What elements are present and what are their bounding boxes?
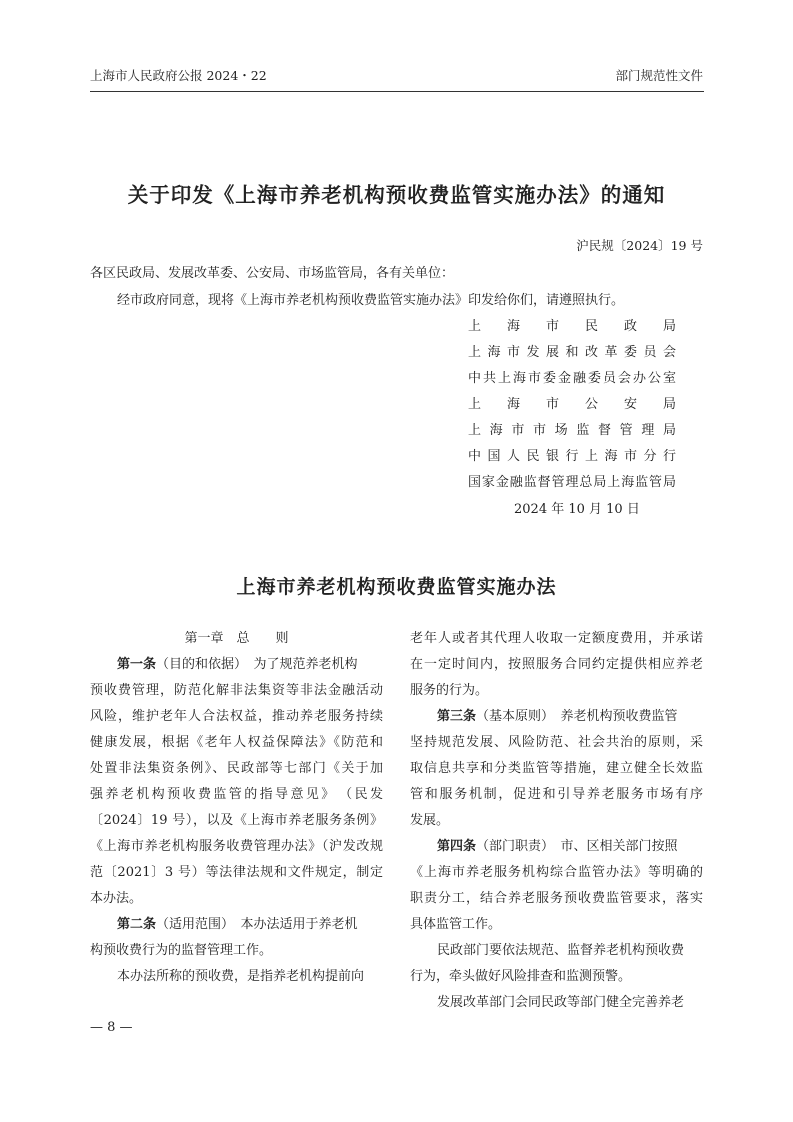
text-line — [410, 938, 703, 964]
text-line — [90, 964, 383, 990]
signatory: 中共上海市委金融委员会办公室 — [468, 371, 676, 386]
text-line — [90, 730, 383, 756]
text-line — [410, 886, 703, 912]
line-text: 预收费管理，防范化解非法集资等非法金融活动 — [90, 683, 383, 698]
page-number: — 8 — — [90, 1020, 133, 1035]
text-line — [410, 964, 703, 990]
article-heading-line — [90, 652, 383, 678]
line-text: 第一章 总 则 — [184, 631, 289, 646]
line-text: 构预收费行为的监督管理工作。 — [90, 943, 273, 958]
text-line — [410, 912, 703, 938]
signatory: 上海市发展和改革委员会 — [468, 345, 676, 360]
text-line — [410, 860, 703, 886]
text-line — [410, 652, 703, 678]
article-number: 第三条 — [437, 709, 477, 724]
line-text: 民政部门要依法规范、监督养老机构预收费 — [437, 943, 685, 958]
right-column — [410, 626, 703, 1016]
header-section: 部门规范性文件 — [615, 68, 703, 83]
text-line — [90, 808, 383, 834]
notice-title: 关于印发《上海市养老机构预收费监管实施办法》的通知 — [127, 183, 666, 207]
line-text: （部门职责） 市、区相关部门按照 — [476, 839, 678, 854]
article-number: 第一条 — [117, 657, 157, 672]
line-text: 健康发展，根据《老年人权益保障法》《防范和 — [90, 735, 383, 750]
text-line — [90, 782, 383, 808]
signatory: 上海市公安局 — [468, 397, 676, 412]
document-number: 沪民规〔2024〕19 号 — [576, 238, 703, 253]
text-line — [410, 990, 703, 1016]
line-text: （目的和依据） 为了规范养老机构 — [156, 657, 358, 672]
text-line — [410, 756, 703, 782]
text-line — [410, 626, 703, 652]
line-text: （适用范围） 本办法适用于养老机 — [156, 917, 358, 932]
text-line — [90, 626, 383, 652]
line-text: 发展改革部门会同民政等部门健全完善养老 — [437, 995, 685, 1010]
article-heading-line — [410, 834, 703, 860]
article-number: 第四条 — [437, 839, 477, 854]
text-line — [410, 782, 703, 808]
text-line — [410, 808, 703, 834]
text-line — [90, 834, 383, 860]
line-text: （基本原则） 养老机构预收费监管 — [476, 709, 678, 724]
signatory: 上海市市场监督管理局 — [468, 423, 676, 438]
line-text: 管和服务机制，促进和引导养老服务市场有序 — [410, 787, 703, 802]
line-text: 行为，牵头做好风险排查和监测预警。 — [410, 969, 632, 984]
signatory: 国家金融监督管理总局上海监管局 — [468, 475, 676, 490]
article-number: 第二条 — [117, 917, 157, 932]
signatory: 上海市民政局 — [468, 319, 676, 334]
line-text: 取信息共享和分类监管等措施，建立健全长效监 — [410, 761, 703, 776]
line-text: 本办法。 — [90, 891, 143, 906]
text-line — [90, 756, 383, 782]
line-text: 坚持规范发展、风险防范、社会共治的原则，采 — [410, 735, 703, 750]
measures-title: 上海市养老机构预收费监管实施办法 — [236, 576, 557, 598]
line-text: 在一定时间内，按照服务合同约定提供相应养老 — [410, 657, 703, 672]
text-line — [90, 938, 383, 964]
text-line — [90, 886, 383, 912]
line-text: 处置非法集资条例》、民政部等七部门《关于加 — [90, 761, 383, 776]
text-line — [410, 730, 703, 756]
left-column — [90, 626, 383, 990]
issue-date: 2024 年 10 月 10 日 — [514, 502, 640, 517]
line-text: 《上海市养老机构服务收费管理办法》（沪发改规 — [90, 839, 383, 854]
line-text: 《上海市养老服务机构综合监管办法》等明确的 — [410, 865, 703, 880]
line-text: 〔2024〕19 号），以及《上海市养老服务条例》 — [90, 813, 383, 828]
line-text: 本办法所称的预收费，是指养老机构提前向 — [117, 969, 365, 984]
text-line — [90, 678, 383, 704]
line-text: 老年人或者其代理人收取一定额度费用，并承诺 — [410, 631, 703, 646]
article-heading-line — [410, 704, 703, 730]
header-publication: 上海市人民政府公报 2024・22 — [90, 68, 267, 83]
addressee: 各区民政局、发展改革委、公安局、市场监管局，各有关单位： — [90, 266, 455, 281]
line-text: 强养老机构预收费监管的指导意见》 （民发 — [90, 787, 383, 802]
text-line — [90, 860, 383, 886]
article-heading-line — [90, 912, 383, 938]
line-text: 服务的行为。 — [410, 683, 489, 698]
line-text: 具体监管工作。 — [410, 917, 502, 932]
notice-body: 经市政府同意，现将《上海市养老机构预收费监管实施办法》印发给你们，请遵照执行。 — [117, 293, 625, 308]
header-rule — [90, 91, 704, 92]
signatory: 中国人民银行上海市分行 — [468, 449, 676, 464]
text-line — [90, 704, 383, 730]
text-line — [410, 678, 703, 704]
line-text: 发展。 — [410, 813, 450, 828]
line-text: 风险，维护老年人合法权益，推动养老服务持续 — [90, 709, 383, 724]
line-text: 范〔2021〕3 号）等法律法规和文件规定，制定 — [90, 865, 383, 880]
line-text: 职责分工，结合养老服务预收费监管要求，落实 — [410, 891, 703, 906]
